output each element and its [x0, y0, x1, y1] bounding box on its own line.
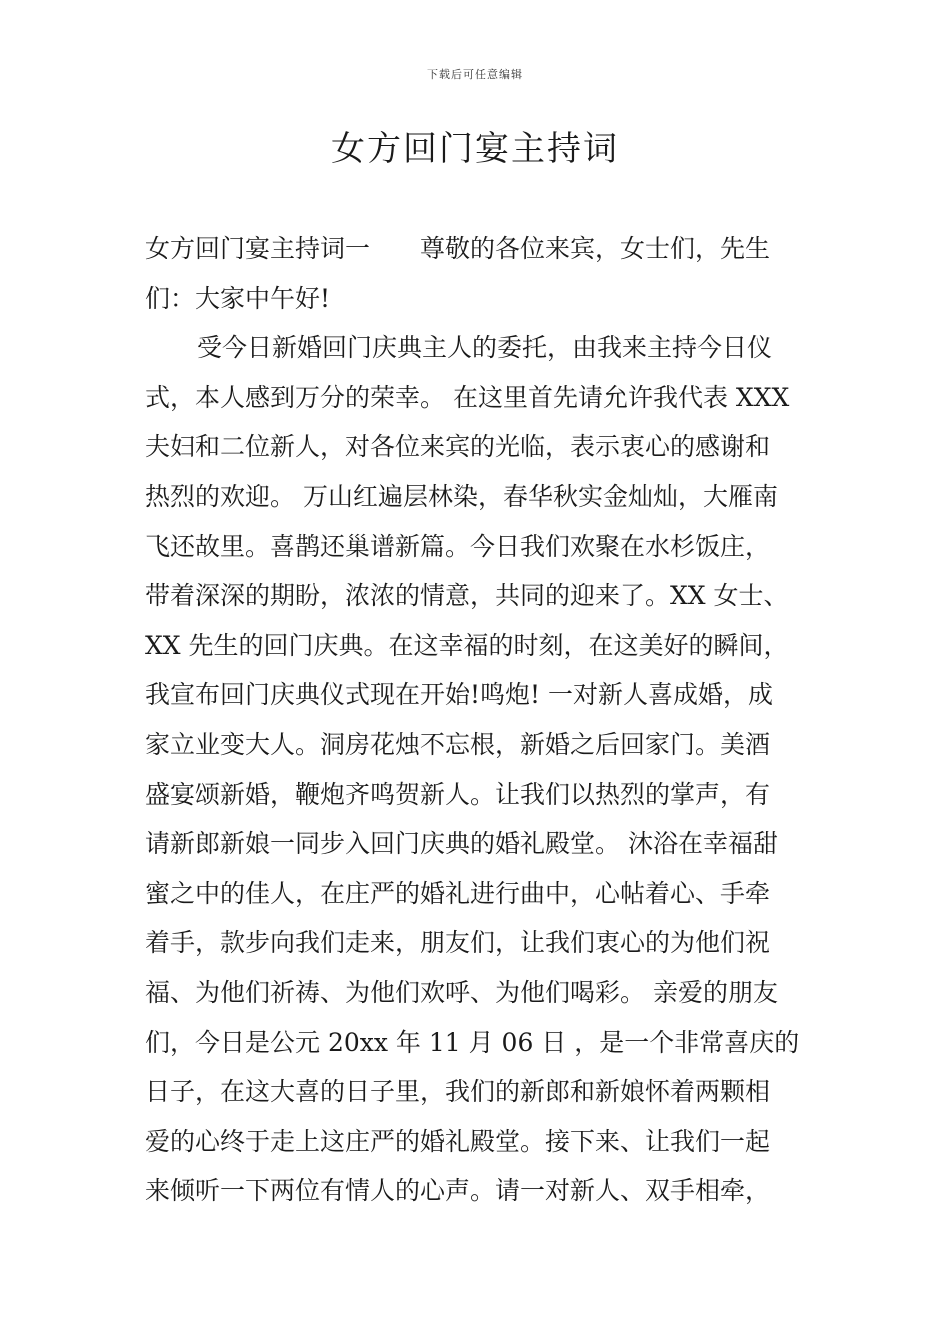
text-line: 式，本人感到万分的荣幸。 在这里首先请允许我代表 XXX: [145, 382, 790, 412]
text-line: 家立业变大人。洞房花烛不忘根，新婚之后回家门。美酒: [145, 729, 771, 759]
document-body: [145, 224, 810, 1216]
text-line: 来倾听一下两位有情人的心声。请一对新人、双手相牵，: [145, 1176, 771, 1206]
text-line: 我宣布回门庆典仪式现在开始!鸣炮! 一对新人喜成婚，成: [145, 680, 774, 710]
text-line: [145, 224, 810, 274]
text-line: 热烈的欢迎。 万山红遍层林染，春华秋实金灿灿，大雁南: [145, 481, 778, 511]
text-line: 请新郎新娘一同步入回门庆典的婚礼殿堂。 沐浴在幸福甜: [145, 829, 778, 859]
text-line: 飞还故里。喜鹊还巢谱新篇。今日我们欢聚在水杉饭庄，: [145, 531, 771, 561]
text-line: 夫妇和二位新人，对各位来宾的光临，表示衷心的感谢和: [145, 432, 771, 462]
text-line: 盛宴颂新婚，鞭炮齐鸣贺新人。让我们以热烈的掌声，有: [145, 779, 771, 809]
text-line: 们：大家中午好!: [145, 283, 331, 313]
paragraph-first-line: 受今日新婚回门庆典主人的委托，由我来主持今日仪: [197, 333, 773, 363]
header-note: 下载后可任意编辑: [427, 68, 523, 81]
section-heading: 女方回门宴主持词一: [145, 234, 371, 263]
text-line: 蜜之中的佳人，在庄严的婚礼进行曲中，心帖着心、手牵: [145, 878, 771, 908]
text-line: 福、为他们祈祷、为他们欢呼、为他们喝彩。 亲爱的朋友: [145, 977, 778, 1007]
text-line: 带着深深的期盼，浓浓的情意，共同的迎来了。XX 女士、: [145, 581, 789, 611]
text-line: 们，今日是公元 20xx 年 11 月 06 日 ，是一个非常喜庆的: [145, 1027, 800, 1057]
text-line-segment: 尊敬的各位来宾，女士们，先生: [420, 234, 771, 263]
text-line: 着手，款步向我们走来，朋友们，让我们衷心的为他们祝: [145, 928, 771, 958]
text-line: 日子，在这大喜的日子里，我们的新郎和新娘怀着两颗相: [145, 1077, 771, 1107]
document-title: 女方回门宴主持词: [331, 129, 619, 169]
text-line: XX 先生的回门庆典。在这幸福的时刻，在这美好的瞬间，: [145, 630, 789, 660]
text-line: 爱的心终于走上这庄严的婚礼殿堂。接下来、让我们一起: [145, 1126, 771, 1156]
